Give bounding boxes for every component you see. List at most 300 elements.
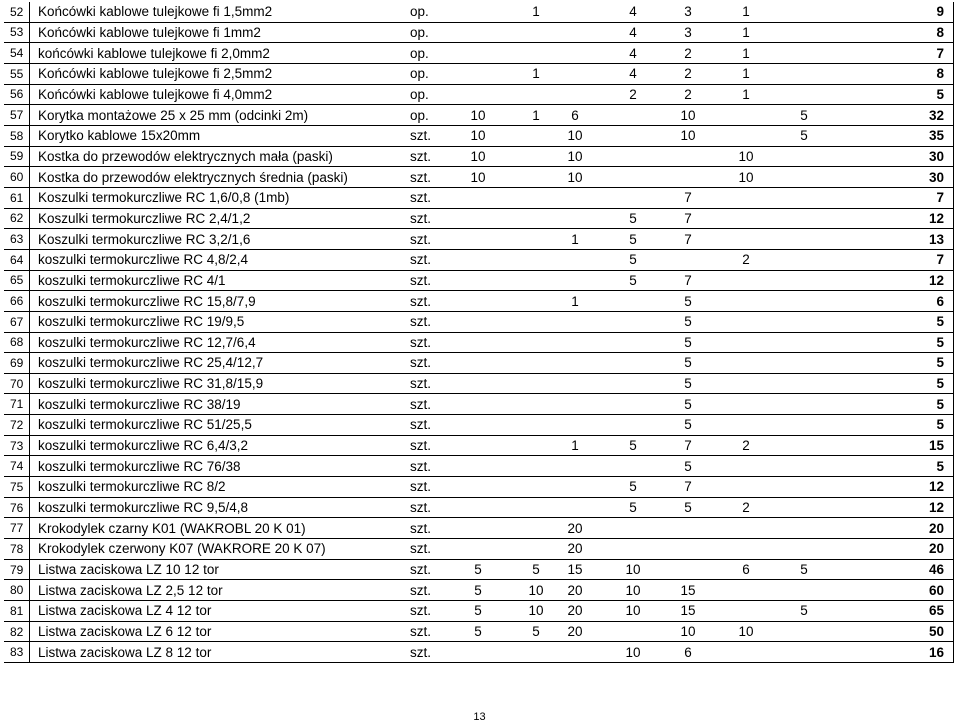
unit: szt. bbox=[410, 169, 432, 185]
quantity-cell bbox=[720, 126, 772, 146]
quantity-cell bbox=[778, 43, 830, 63]
row-divider bbox=[953, 105, 954, 126]
quantity-cell: 10 bbox=[738, 624, 754, 640]
quantity-cell bbox=[778, 498, 830, 518]
quantity-cell: 10 bbox=[680, 128, 696, 144]
row-number: 62 bbox=[10, 211, 24, 226]
quantity-cell bbox=[778, 539, 830, 559]
row-divider bbox=[953, 312, 954, 333]
quantity-cell bbox=[452, 2, 504, 22]
quantity-cell: 5 bbox=[684, 396, 692, 412]
row-number: 69 bbox=[10, 355, 24, 370]
quantity-cell: 20 bbox=[567, 624, 583, 640]
row-number: 63 bbox=[10, 232, 24, 247]
table-row bbox=[4, 126, 954, 147]
quantity-cell bbox=[452, 85, 504, 105]
row-number: 83 bbox=[10, 645, 24, 660]
quantity-cell: 5 bbox=[684, 314, 692, 330]
item-name: Krokodylek czerwony K07 (WAKRORE 20 K 07) bbox=[38, 541, 326, 557]
total-cell: 16 bbox=[928, 644, 944, 660]
quantity-cell: 1 bbox=[742, 24, 750, 40]
row-number: 81 bbox=[10, 603, 24, 618]
quantity-cell bbox=[662, 167, 714, 187]
row-divider bbox=[953, 188, 954, 209]
row-divider bbox=[29, 539, 30, 560]
unit: szt. bbox=[410, 148, 432, 164]
quantity-cell: 5 bbox=[684, 355, 692, 371]
quantity-cell bbox=[778, 23, 830, 43]
quantity-cell: 5 bbox=[474, 582, 482, 598]
table-row bbox=[4, 105, 954, 126]
table-row bbox=[4, 415, 954, 436]
item-name: koszulki termokurczliwe RC 9,5/4,8 bbox=[38, 500, 249, 516]
quantity-cell bbox=[452, 229, 504, 249]
row-number: 52 bbox=[10, 4, 24, 19]
row-number: 73 bbox=[10, 438, 24, 453]
quantity-cell: 7 bbox=[684, 190, 692, 206]
table-row bbox=[4, 456, 954, 477]
quantity-cell bbox=[778, 415, 830, 435]
quantity-cell: 10 bbox=[625, 644, 641, 660]
unit: szt. bbox=[410, 252, 432, 268]
item-name: Końcówki kablowe tulejkowe fi 1,5mm2 bbox=[38, 4, 273, 20]
unit: szt. bbox=[410, 128, 432, 144]
item-name: Końcówki kablowe tulejkowe fi 2,5mm2 bbox=[38, 66, 273, 82]
row-divider bbox=[953, 291, 954, 312]
row-divider bbox=[29, 477, 30, 498]
quantity-cell bbox=[607, 291, 659, 311]
quantity-cell bbox=[607, 374, 659, 394]
table-row bbox=[4, 601, 954, 622]
row-divider bbox=[953, 23, 954, 44]
unit: szt. bbox=[410, 210, 432, 226]
unit: op. bbox=[410, 45, 429, 61]
row-divider bbox=[953, 64, 954, 85]
quantity-cell: 10 bbox=[470, 107, 486, 123]
quantity-cell: 10 bbox=[738, 169, 754, 185]
row-divider bbox=[953, 126, 954, 147]
quantity-cell: 7 bbox=[684, 210, 692, 226]
row-divider bbox=[29, 229, 30, 250]
quantity-cell: 5 bbox=[532, 624, 540, 640]
quantity-cell: 5 bbox=[629, 272, 637, 288]
total-cell: 5 bbox=[936, 355, 944, 371]
quantity-cell bbox=[778, 353, 830, 373]
item-name: koszulki termokurczliwe RC 6,4/3,2 bbox=[38, 438, 249, 454]
quantity-cell bbox=[607, 167, 659, 187]
quantity-cell: 5 bbox=[684, 334, 692, 350]
quantity-cell bbox=[720, 188, 772, 208]
row-divider bbox=[953, 580, 954, 601]
row-divider bbox=[953, 456, 954, 477]
row-number: 54 bbox=[10, 46, 24, 61]
item-name: końcówki kablowe tulejkowe fi 2,0mm2 bbox=[38, 45, 270, 61]
row-divider bbox=[29, 498, 30, 519]
quantity-cell bbox=[549, 85, 601, 105]
quantity-cell bbox=[452, 477, 504, 497]
row-divider bbox=[953, 250, 954, 271]
row-number: 78 bbox=[10, 541, 24, 556]
quantity-cell: 5 bbox=[532, 562, 540, 578]
total-cell: 15 bbox=[928, 438, 944, 454]
quantity-cell: 10 bbox=[567, 128, 583, 144]
row-number: 61 bbox=[10, 190, 24, 205]
unit: szt. bbox=[410, 500, 432, 516]
total-cell: 5 bbox=[936, 396, 944, 412]
row-divider bbox=[953, 539, 954, 560]
quantity-cell bbox=[607, 188, 659, 208]
quantity-cell: 7 bbox=[684, 438, 692, 454]
unit: szt. bbox=[410, 396, 432, 412]
total-cell: 35 bbox=[928, 128, 944, 144]
table-row bbox=[4, 229, 954, 250]
row-number: 65 bbox=[10, 273, 24, 288]
quantity-cell: 5 bbox=[684, 293, 692, 309]
quantity-cell bbox=[452, 23, 504, 43]
quantity-cell bbox=[607, 518, 659, 538]
quantity-cell: 1 bbox=[742, 86, 750, 102]
table-row bbox=[4, 436, 954, 457]
quantity-cell bbox=[452, 209, 504, 229]
quantity-cell bbox=[549, 374, 601, 394]
quantity-cell: 10 bbox=[567, 148, 583, 164]
table-row bbox=[4, 85, 954, 106]
quantity-cell bbox=[549, 188, 601, 208]
materials-table bbox=[4, 2, 954, 663]
quantity-cell: 5 bbox=[629, 479, 637, 495]
item-name: koszulki termokurczliwe RC 51/25,5 bbox=[38, 417, 252, 433]
row-divider bbox=[29, 291, 30, 312]
total-cell: 12 bbox=[928, 500, 944, 516]
quantity-cell bbox=[778, 333, 830, 353]
row-divider bbox=[29, 374, 30, 395]
table-row bbox=[4, 147, 954, 168]
quantity-cell bbox=[549, 271, 601, 291]
quantity-cell bbox=[720, 353, 772, 373]
unit: op. bbox=[410, 24, 429, 40]
quantity-cell bbox=[549, 250, 601, 270]
table-row bbox=[4, 188, 954, 209]
quantity-cell: 1 bbox=[742, 66, 750, 82]
quantity-cell: 2 bbox=[742, 252, 750, 268]
row-divider bbox=[29, 518, 30, 539]
row-divider bbox=[953, 271, 954, 292]
item-name: koszulki termokurczliwe RC 19/9,5 bbox=[38, 314, 245, 330]
quantity-cell: 20 bbox=[567, 603, 583, 619]
quantity-cell: 10 bbox=[567, 169, 583, 185]
row-divider bbox=[953, 622, 954, 643]
table-row bbox=[4, 560, 954, 581]
row-number: 64 bbox=[10, 252, 24, 267]
quantity-cell bbox=[549, 2, 601, 22]
quantity-cell bbox=[549, 353, 601, 373]
quantity-cell bbox=[778, 2, 830, 22]
quantity-cell bbox=[778, 167, 830, 187]
unit: szt. bbox=[410, 582, 432, 598]
unit: szt. bbox=[410, 417, 432, 433]
row-divider bbox=[953, 333, 954, 354]
row-number: 75 bbox=[10, 479, 24, 494]
row-number: 82 bbox=[10, 624, 24, 639]
quantity-cell bbox=[452, 353, 504, 373]
row-divider bbox=[29, 85, 30, 106]
item-name: Koszulki termokurczliwe RC 1,6/0,8 (1mb) bbox=[38, 190, 290, 206]
quantity-cell bbox=[778, 64, 830, 84]
row-number: 71 bbox=[10, 397, 24, 412]
quantity-cell bbox=[720, 333, 772, 353]
quantity-cell bbox=[778, 642, 830, 662]
total-cell: 7 bbox=[936, 190, 944, 206]
quantity-cell bbox=[720, 642, 772, 662]
total-cell: 5 bbox=[936, 334, 944, 350]
row-divider bbox=[29, 456, 30, 477]
quantity-cell bbox=[778, 477, 830, 497]
item-name: koszulki termokurczliwe RC 76/38 bbox=[38, 458, 241, 474]
row-divider bbox=[29, 333, 30, 354]
quantity-cell: 3 bbox=[684, 24, 692, 40]
quantity-cell bbox=[607, 333, 659, 353]
row-number: 80 bbox=[10, 583, 24, 598]
quantity-cell bbox=[662, 539, 714, 559]
quantity-cell: 10 bbox=[625, 562, 641, 578]
unit: op. bbox=[410, 4, 429, 20]
quantity-cell bbox=[720, 312, 772, 332]
unit: szt. bbox=[410, 376, 432, 392]
quantity-cell bbox=[607, 312, 659, 332]
quantity-cell: 4 bbox=[629, 24, 637, 40]
row-number: 72 bbox=[10, 417, 24, 432]
quantity-cell bbox=[452, 539, 504, 559]
row-divider bbox=[953, 560, 954, 581]
total-cell: 5 bbox=[936, 458, 944, 474]
item-name: koszulki termokurczliwe RC 31,8/15,9 bbox=[38, 376, 264, 392]
quantity-cell bbox=[549, 642, 601, 662]
quantity-cell bbox=[720, 291, 772, 311]
quantity-cell: 10 bbox=[680, 624, 696, 640]
row-divider bbox=[29, 64, 30, 85]
quantity-cell bbox=[720, 209, 772, 229]
quantity-cell: 6 bbox=[742, 562, 750, 578]
table-row bbox=[4, 43, 954, 64]
quantity-cell bbox=[549, 43, 601, 63]
quantity-cell bbox=[549, 23, 601, 43]
total-cell: 30 bbox=[928, 148, 944, 164]
table-row bbox=[4, 539, 954, 560]
quantity-cell bbox=[720, 415, 772, 435]
quantity-cell: 5 bbox=[800, 107, 808, 123]
row-divider bbox=[29, 415, 30, 436]
quantity-cell bbox=[778, 209, 830, 229]
unit: szt. bbox=[410, 603, 432, 619]
table-row bbox=[4, 622, 954, 643]
unit: szt. bbox=[410, 272, 432, 288]
quantity-cell: 1 bbox=[571, 231, 579, 247]
unit: szt. bbox=[410, 355, 432, 371]
table-row bbox=[4, 271, 954, 292]
quantity-cell: 5 bbox=[474, 624, 482, 640]
row-divider bbox=[29, 353, 30, 374]
total-cell: 8 bbox=[936, 66, 944, 82]
total-cell: 46 bbox=[928, 562, 944, 578]
unit: szt. bbox=[410, 624, 432, 640]
row-divider bbox=[29, 43, 30, 64]
item-name: koszulki termokurczliwe RC 12,7/6,4 bbox=[38, 334, 256, 350]
quantity-cell bbox=[549, 312, 601, 332]
quantity-cell bbox=[607, 126, 659, 146]
total-cell: 9 bbox=[936, 4, 944, 20]
total-cell: 12 bbox=[928, 210, 944, 226]
row-divider bbox=[953, 167, 954, 188]
quantity-cell bbox=[549, 209, 601, 229]
quantity-cell: 2 bbox=[742, 438, 750, 454]
row-divider bbox=[953, 209, 954, 230]
quantity-cell: 10 bbox=[625, 603, 641, 619]
total-cell: 60 bbox=[928, 582, 944, 598]
quantity-cell: 10 bbox=[625, 582, 641, 598]
table-row bbox=[4, 167, 954, 188]
item-name: Listwa zaciskowa LZ 6 12 tor bbox=[38, 624, 212, 640]
quantity-cell bbox=[452, 394, 504, 414]
quantity-cell bbox=[549, 477, 601, 497]
quantity-cell: 10 bbox=[470, 128, 486, 144]
table-row bbox=[4, 374, 954, 395]
item-name: koszulki termokurczliwe RC 15,8/7,9 bbox=[38, 293, 256, 309]
row-number: 55 bbox=[10, 66, 24, 81]
table-row bbox=[4, 498, 954, 519]
table-row bbox=[4, 291, 954, 312]
total-cell: 8 bbox=[936, 24, 944, 40]
unit: szt. bbox=[410, 438, 432, 454]
total-cell: 50 bbox=[928, 624, 944, 640]
quantity-cell: 5 bbox=[800, 128, 808, 144]
item-name: koszulki termokurczliwe RC 4,8/2,4 bbox=[38, 252, 249, 268]
quantity-cell bbox=[452, 518, 504, 538]
quantity-cell bbox=[720, 229, 772, 249]
quantity-cell bbox=[452, 64, 504, 84]
quantity-cell: 20 bbox=[567, 582, 583, 598]
row-divider bbox=[29, 250, 30, 271]
quantity-cell: 10 bbox=[528, 582, 544, 598]
quantity-cell bbox=[452, 374, 504, 394]
quantity-cell: 1 bbox=[571, 438, 579, 454]
row-divider bbox=[29, 394, 30, 415]
total-cell: 5 bbox=[936, 417, 944, 433]
quantity-cell bbox=[720, 539, 772, 559]
item-name: Listwa zaciskowa LZ 10 12 tor bbox=[38, 562, 219, 578]
quantity-cell bbox=[720, 580, 772, 600]
item-name: koszulki termokurczliwe RC 8/2 bbox=[38, 479, 226, 495]
table-row bbox=[4, 312, 954, 333]
quantity-cell bbox=[778, 394, 830, 414]
quantity-cell bbox=[549, 498, 601, 518]
table-row bbox=[4, 23, 954, 44]
unit: op. bbox=[410, 66, 429, 82]
quantity-cell: 7 bbox=[684, 479, 692, 495]
table-row bbox=[4, 250, 954, 271]
quantity-cell bbox=[607, 539, 659, 559]
item-name: koszulki termokurczliwe RC 4/1 bbox=[38, 272, 226, 288]
quantity-cell bbox=[549, 415, 601, 435]
quantity-cell: 6 bbox=[571, 107, 579, 123]
total-cell: 32 bbox=[928, 107, 944, 123]
quantity-cell: 5 bbox=[684, 458, 692, 474]
total-cell: 5 bbox=[936, 376, 944, 392]
quantity-cell bbox=[720, 601, 772, 621]
quantity-cell bbox=[607, 415, 659, 435]
item-name: Koszulki termokurczliwe RC 2,4/1,2 bbox=[38, 210, 251, 226]
quantity-cell: 2 bbox=[629, 86, 637, 102]
table-row bbox=[4, 642, 954, 663]
quantity-cell bbox=[778, 188, 830, 208]
quantity-cell bbox=[778, 622, 830, 642]
quantity-cell bbox=[778, 436, 830, 456]
item-name: Końcówki kablowe tulejkowe fi 4,0mm2 bbox=[38, 86, 273, 102]
unit: szt. bbox=[410, 520, 432, 536]
row-divider bbox=[29, 167, 30, 188]
row-divider bbox=[953, 147, 954, 168]
quantity-cell: 15 bbox=[567, 562, 583, 578]
table-row bbox=[4, 209, 954, 230]
item-name: Końcówki kablowe tulejkowe fi 1mm2 bbox=[38, 24, 261, 40]
row-divider bbox=[29, 601, 30, 622]
item-name: Korytko kablowe 15x20mm bbox=[38, 128, 201, 144]
total-cell: 65 bbox=[928, 603, 944, 619]
page-number: 13 bbox=[473, 711, 486, 723]
quantity-cell bbox=[662, 147, 714, 167]
item-name: Koszulki termokurczliwe RC 3,2/1,6 bbox=[38, 231, 251, 247]
item-name: koszulki termokurczliwe RC 25,4/12,7 bbox=[38, 355, 264, 371]
quantity-cell bbox=[778, 229, 830, 249]
row-divider bbox=[29, 312, 30, 333]
unit: op. bbox=[410, 86, 429, 102]
quantity-cell bbox=[452, 312, 504, 332]
table-row bbox=[4, 2, 954, 23]
row-divider bbox=[953, 374, 954, 395]
quantity-cell bbox=[720, 271, 772, 291]
row-number: 68 bbox=[10, 335, 24, 350]
quantity-cell: 5 bbox=[629, 231, 637, 247]
row-number: 53 bbox=[10, 25, 24, 40]
quantity-cell bbox=[452, 188, 504, 208]
quantity-cell: 10 bbox=[738, 148, 754, 164]
quantity-cell: 1 bbox=[742, 4, 750, 20]
row-divider bbox=[29, 209, 30, 230]
table-row bbox=[4, 333, 954, 354]
unit: szt. bbox=[410, 541, 432, 557]
total-cell: 7 bbox=[936, 45, 944, 61]
quantity-cell bbox=[607, 147, 659, 167]
quantity-cell: 5 bbox=[684, 376, 692, 392]
quantity-cell: 15 bbox=[680, 582, 696, 598]
quantity-cell: 5 bbox=[629, 438, 637, 454]
row-divider bbox=[953, 436, 954, 457]
quantity-cell bbox=[452, 250, 504, 270]
item-name: Korytka montażowe 25 x 25 mm (odcinki 2m) bbox=[38, 107, 309, 123]
quantity-cell bbox=[452, 415, 504, 435]
quantity-cell: 5 bbox=[684, 417, 692, 433]
quantity-cell: 5 bbox=[629, 210, 637, 226]
row-number: 76 bbox=[10, 500, 24, 515]
total-cell: 5 bbox=[936, 314, 944, 330]
quantity-cell bbox=[452, 43, 504, 63]
unit: szt. bbox=[410, 190, 432, 206]
row-divider bbox=[953, 642, 954, 663]
total-cell: 20 bbox=[928, 541, 944, 557]
quantity-cell bbox=[607, 353, 659, 373]
quantity-cell: 10 bbox=[680, 107, 696, 123]
quantity-cell bbox=[720, 477, 772, 497]
row-divider bbox=[29, 126, 30, 147]
